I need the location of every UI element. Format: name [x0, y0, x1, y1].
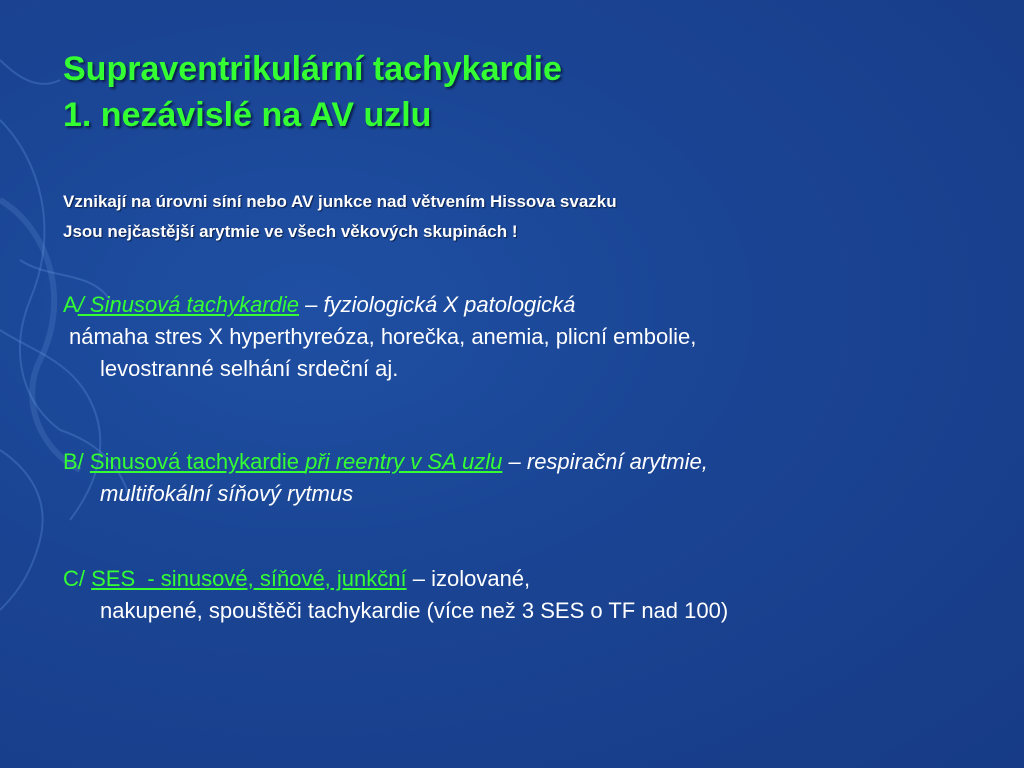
section-c-line-2: nakupené, spouštěči tachykardie (více než 3 SES o TF nad 100): [100, 598, 729, 623]
section-a-link[interactable]: / Sinusová tachykardie: [77, 292, 300, 317]
section-a-detail-2: levostranné selhání srdeční aj.: [100, 356, 399, 381]
section-b: [63, 446, 963, 510]
section-a-detail-1: námaha stres X hyperthyreóza, horečka, anemia, plicní embolie,: [69, 324, 697, 349]
intro-text: [63, 187, 963, 247]
section-c: [63, 563, 963, 627]
slide-title: [63, 46, 562, 138]
section-a: [63, 289, 963, 385]
section-b-heading: [63, 446, 963, 478]
section-c-heading: [63, 563, 963, 595]
section-b-line-2: multifokální síňový rytmus: [100, 481, 354, 506]
section-a-prefix: A: [63, 292, 78, 317]
section-a-rest: – fyziologická X patologická: [299, 292, 576, 317]
section-b-link-2[interactable]: při reentry v SA uzlu: [305, 449, 503, 474]
section-b-prefix: B/: [63, 449, 90, 474]
section-b-rest: – respirační arytmie,: [502, 449, 708, 474]
section-c-link[interactable]: SES - sinusové, síňové, junkční: [91, 566, 407, 591]
section-b-link-1[interactable]: Sinusová tachykardie: [89, 449, 306, 474]
intro-line-2: Jsou nejčastější arytmie ve všech věkových skupinách !: [63, 222, 518, 241]
intro-line-1: Vznikají na úrovni síní nebo AV junkce nad větvením Hissova svazku: [63, 192, 617, 211]
section-a-heading: [63, 289, 963, 321]
section-c-prefix: C/: [63, 566, 92, 591]
title-line-2: 1. nezávislé na AV uzlu: [63, 96, 432, 134]
title-line-1: Supraventrikulární tachykardie: [63, 50, 562, 88]
section-c-rest: – izolované,: [406, 566, 531, 591]
